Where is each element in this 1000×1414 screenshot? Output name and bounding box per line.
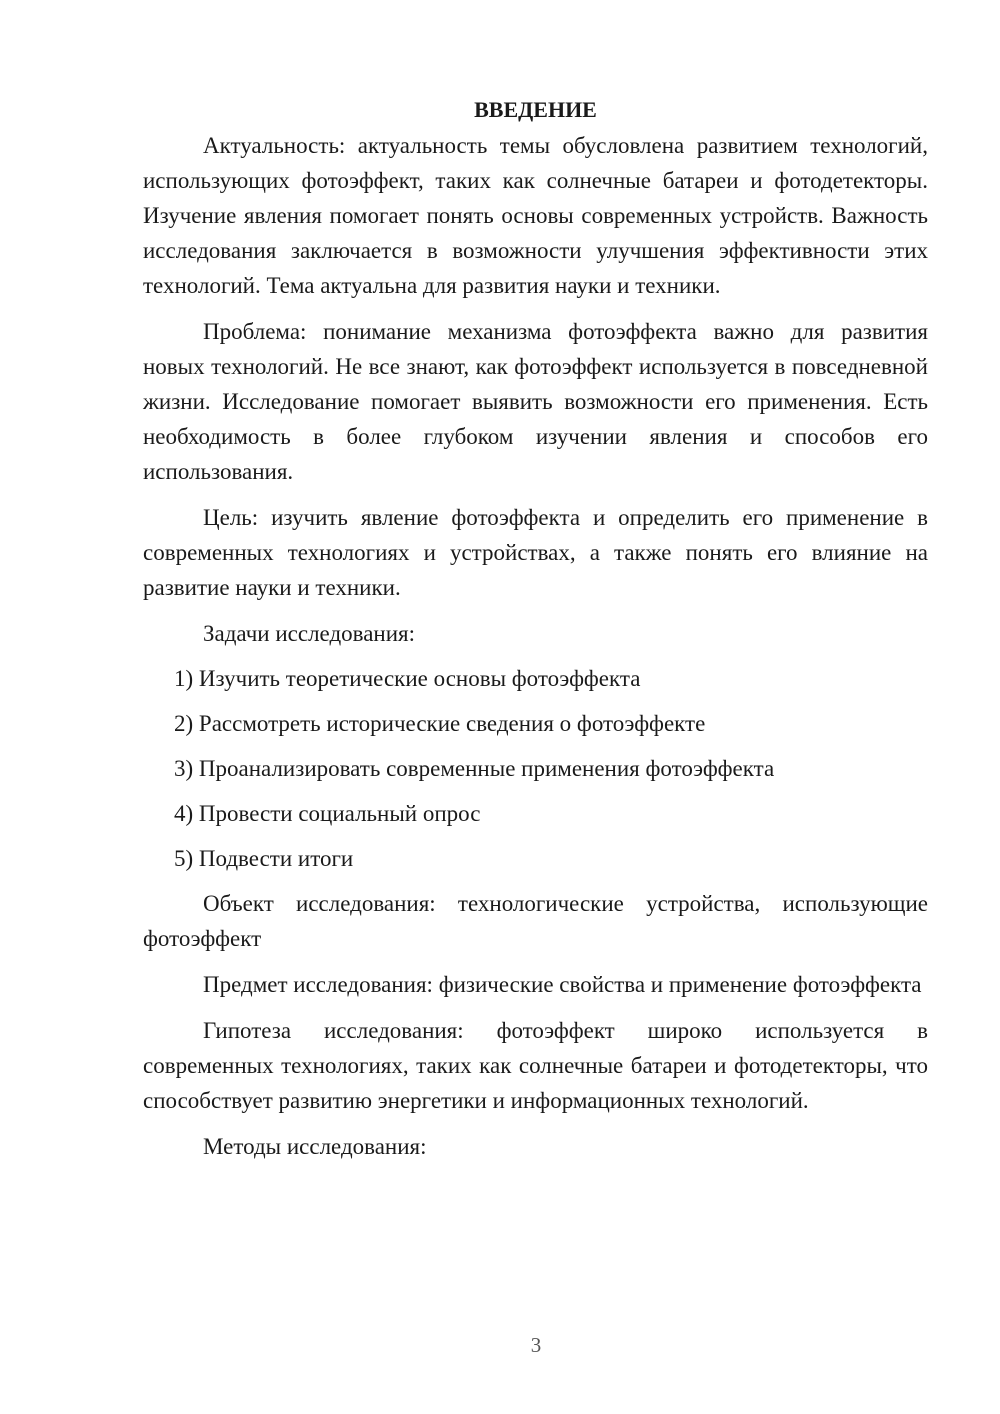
section-title: ВВЕДЕНИЕ	[474, 97, 597, 122]
page-number: 3	[530, 1333, 542, 1357]
list-item: 2) Рассмотреть исторические сведения о фотоэффекте	[174, 711, 706, 736]
tasks-list	[143, 661, 928, 876]
list-item: 3) Проанализировать современные применения фотоэффекта	[174, 756, 775, 781]
relevance-paragraph: Актуальность: актуальность темы обусловлена развитием технологий, использующих фотоэффект, таких как солнечные батареи и фотодетекторы. Изучение явления помогает понять основы современных устройств. Важность исследования заключается в возможности улучшения эффективности этих технологий. Тема актуальна для развития науки и техники.	[143, 133, 928, 298]
goal-paragraph: Цель: изучить явление фотоэффекта и определить его применение в современных технологиях и устройствах, а также понять его влияние на развитие науки и техники.	[143, 505, 928, 600]
list-item: 1) Изучить теоретические основы фотоэффекта	[174, 666, 641, 691]
hypothesis-paragraph: Гипотеза исследования: фотоэффект широко используется в современных технологиях, таких как солнечные батареи и фотодетекторы, что способствует развитию энергетики и информационных технологий.	[143, 1018, 928, 1113]
subject-paragraph: Предмет исследования: физические свойства и применение фотоэффекта	[203, 972, 922, 997]
document-page	[143, 92, 928, 1174]
list-item: 5) Подвести итоги	[174, 846, 354, 871]
methods-heading: Методы исследования:	[203, 1134, 427, 1159]
tasks-heading: Задачи исследования:	[203, 621, 416, 646]
problem-paragraph: Проблема: понимание механизма фотоэффекта важно для развития новых технологий. Не все знают, как фотоэффект используется в повседневной жизни. Исследование помогает выявить возможности его применения. Есть необходимость в более глубоком изучении явления и способов его использования.	[143, 319, 928, 484]
object-paragraph: Объект исследования: технологические устройства, использующие фотоэффект	[143, 891, 928, 951]
list-item: 4) Провести социальный опрос	[174, 801, 481, 826]
